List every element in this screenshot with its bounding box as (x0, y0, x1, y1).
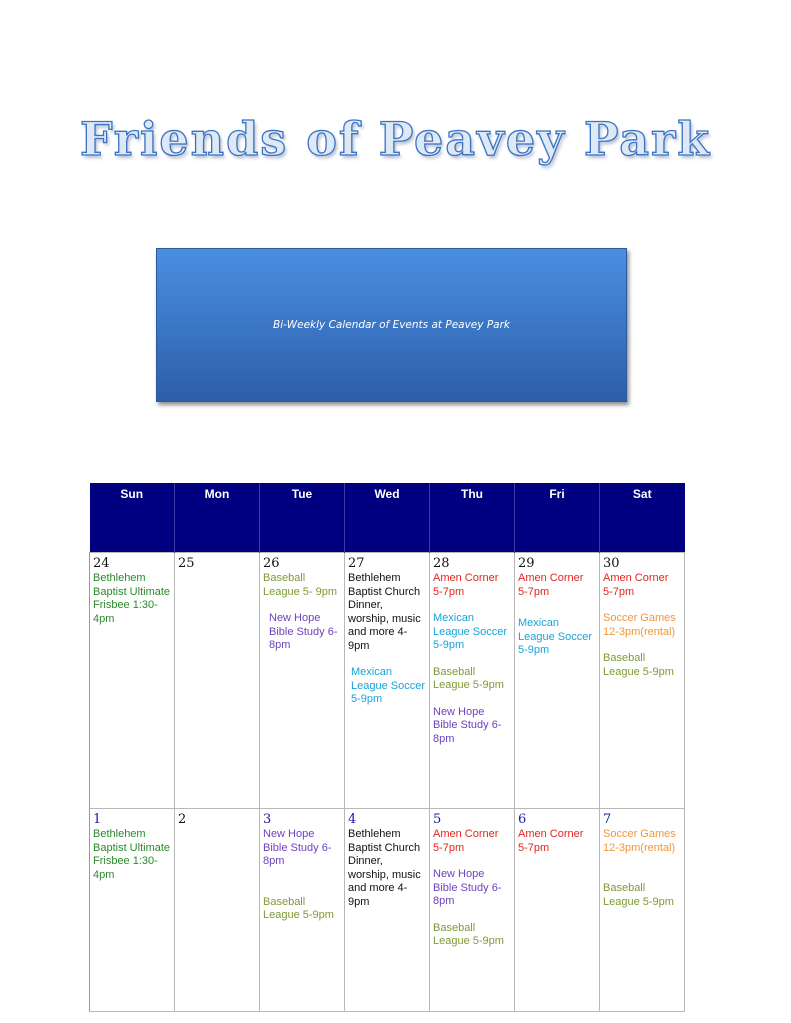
event-frisbee: Bethlehem Baptist Ultimate Frisbee 1:30-4pm (93, 828, 171, 881)
day-number: 28 (433, 556, 450, 571)
event-bible-study: New Hope Bible Study 6-8pm (433, 705, 502, 745)
day-number: 29 (518, 556, 535, 571)
day-header-row (90, 483, 685, 553)
day-number: 1 (93, 812, 102, 827)
calendar-banner (156, 248, 627, 402)
events-calendar (89, 483, 685, 1012)
event-church-dinner: Bethlehem Baptist Church Dinner, worship, music and more 4-9pm (348, 828, 421, 908)
week-row-1 (90, 553, 685, 809)
day-number: 30 (603, 556, 620, 571)
day-cell (430, 809, 515, 1012)
event-amen-corner: Amen Corner 5-7pm (433, 572, 499, 598)
day-header-wed: Wed (345, 483, 430, 553)
day-header-fri: Fri (515, 483, 600, 553)
day-header-mon: Mon (175, 483, 260, 553)
day-number: 26 (263, 556, 280, 571)
week-row-2 (90, 809, 685, 1012)
day-cell (600, 553, 685, 809)
event-soccer: Mexican League Soccer 5-9pm (433, 612, 507, 651)
day-number: 6 (518, 812, 527, 827)
event-bible-study: New Hope Bible Study 6-8pm (263, 828, 332, 867)
day-cell (260, 809, 345, 1012)
day-cell (175, 553, 260, 809)
day-header-sun: Sun (90, 483, 175, 553)
day-header-tue: Tue (260, 483, 345, 553)
day-cell (600, 809, 685, 1012)
day-cell (260, 553, 345, 809)
day-cell (90, 553, 175, 809)
event-baseball: Baseball League 5-9pm (433, 665, 504, 691)
event-soccer: Mexican League Soccer 5-9pm (518, 617, 592, 656)
day-cell (345, 809, 430, 1012)
event-bible-study: New Hope Bible Study 6-8pm (433, 868, 502, 907)
day-number: 25 (178, 556, 195, 571)
day-number: 2 (178, 812, 187, 827)
event-baseball: Baseball League 5-9pm (433, 921, 504, 947)
day-number: 27 (348, 556, 365, 571)
event-baseball: Baseball League 5-9pm (603, 882, 674, 908)
day-cell (175, 809, 260, 1012)
event-soccer-rental: Soccer Games 12-3pm(rental) (603, 612, 676, 638)
event-baseball: Baseball League 5-9pm (603, 652, 674, 678)
day-cell (515, 809, 600, 1012)
event-bible-study: New Hope Bible Study 6-8pm (269, 612, 338, 651)
event-baseball: Baseball League 5-9pm (263, 895, 334, 921)
day-cell (345, 553, 430, 809)
day-number: 24 (93, 556, 110, 571)
event-amen-corner: Amen Corner 5-7pm (433, 828, 499, 854)
page-title: Friends of Peavey Park (79, 112, 712, 166)
day-number: 5 (433, 812, 442, 827)
banner-text: Bi-Weekly Calendar of Events at Peavey Park (273, 319, 510, 331)
event-church-dinner: Bethlehem Baptist Church Dinner, worship, music and more 4-9pm (348, 572, 421, 652)
day-cell (515, 553, 600, 809)
day-number: 7 (603, 812, 612, 827)
event-soccer-rental: Soccer Games 12-3pm(rental) (603, 828, 676, 854)
event-amen-corner: Amen Corner 5-7pm (518, 572, 584, 598)
day-cell (90, 809, 175, 1012)
day-number: 4 (348, 812, 357, 827)
event-baseball: Baseball League 5- 9pm (263, 572, 337, 598)
day-cell (430, 553, 515, 809)
event-frisbee: Bethlehem Baptist Ultimate Frisbee 1:30-4pm (93, 572, 171, 625)
event-amen-corner: Amen Corner 5-7pm (518, 828, 584, 854)
day-number: 3 (263, 812, 272, 827)
day-header-thu: Thu (430, 483, 515, 553)
event-soccer: Mexican League Soccer 5-9pm (351, 666, 425, 705)
day-header-sat: Sat (600, 483, 685, 553)
event-amen-corner: Amen Corner 5-7pm (603, 572, 669, 598)
